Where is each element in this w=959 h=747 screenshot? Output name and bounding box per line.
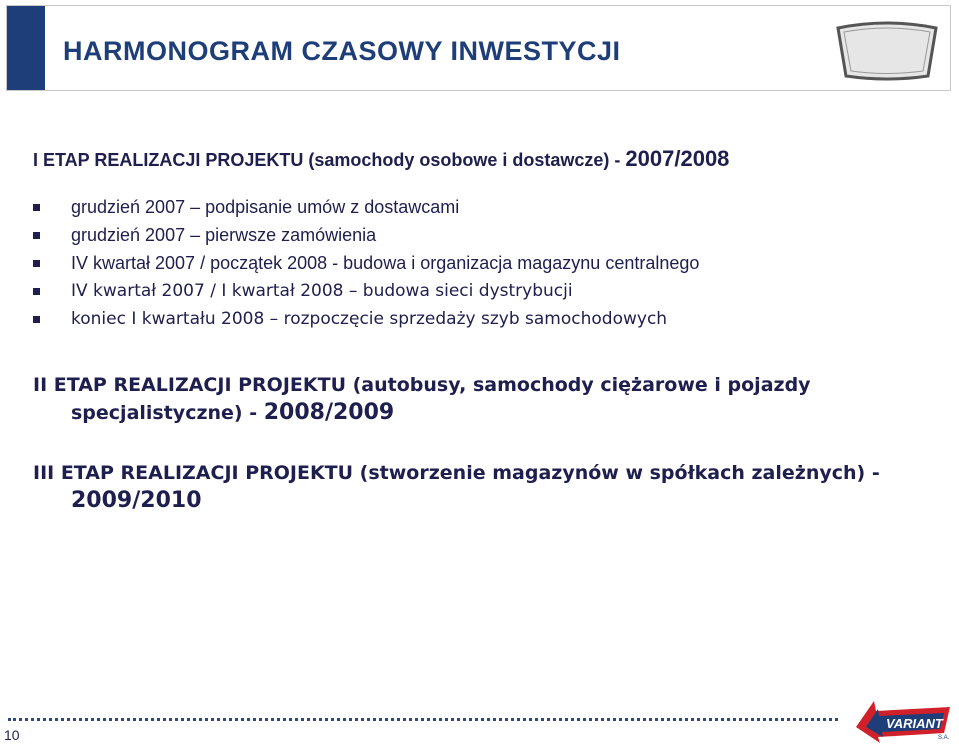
stage-3-heading (33, 460, 880, 514)
page-title: HARMONOGRAM CZASOWY INWESTYCJI (63, 36, 621, 66)
list-item (33, 277, 699, 305)
list-item-text: IV kwartał 2007 / I kwartał 2008 – budowa sieci dystrybucji (71, 281, 573, 301)
footer-divider (8, 718, 838, 721)
windshield-icon (832, 20, 942, 84)
stage-2-text: specjalistyczne) - (71, 402, 264, 424)
page-number: 10 (4, 727, 20, 743)
stage-2-line-1: II ETAP REALIZACJI PROJEKTU (autobusy, samochody ciężarowe i pojazdy (33, 374, 811, 396)
stage-1-years: 2007/2008 (625, 146, 730, 171)
list-item-text: IV kwartał 2007 / początek 2008 - budowa i organizacja magazynu centralnego (71, 252, 700, 273)
header-banner (6, 5, 951, 91)
list-item-text: koniec I kwartału 2008 – rozpoczęcie sprzedaży szyb samochodowych (71, 309, 668, 329)
variant-logo (852, 697, 956, 743)
stage-1-list (33, 193, 699, 333)
stage-2-heading (33, 372, 811, 427)
list-item (33, 249, 699, 277)
stage-2-line-2 (33, 399, 811, 427)
stage-1-text: I ETAP REALIZACJI PROJEKTU (samochody osobowe i dostawcze) - (33, 150, 626, 170)
stage-1-heading (33, 146, 729, 172)
bullet-icon (33, 204, 40, 211)
bullet-icon (33, 288, 40, 295)
list-item (33, 305, 699, 333)
list-item-text: grudzień 2007 – podpisanie umów z dostawcami (71, 196, 460, 217)
bullet-icon (33, 260, 40, 267)
stage-2-years: 2008/2009 (263, 400, 395, 425)
list-item-text: grudzień 2007 – pierwsze zamówienia (71, 224, 377, 245)
bullet-icon (33, 232, 40, 239)
list-item (33, 193, 699, 221)
stage-3-years: 2009/2010 (71, 488, 202, 513)
header-accent-bar (7, 6, 45, 90)
svg-text:VARIANT: VARIANT (886, 716, 943, 731)
stage-3-line-1: III ETAP REALIZACJI PROJEKTU (stworzenie magazynów w spółkach zależnych) - (33, 462, 880, 484)
svg-text:S.A.: S.A. (938, 735, 950, 741)
bullet-icon (33, 316, 40, 323)
list-item (33, 221, 699, 249)
